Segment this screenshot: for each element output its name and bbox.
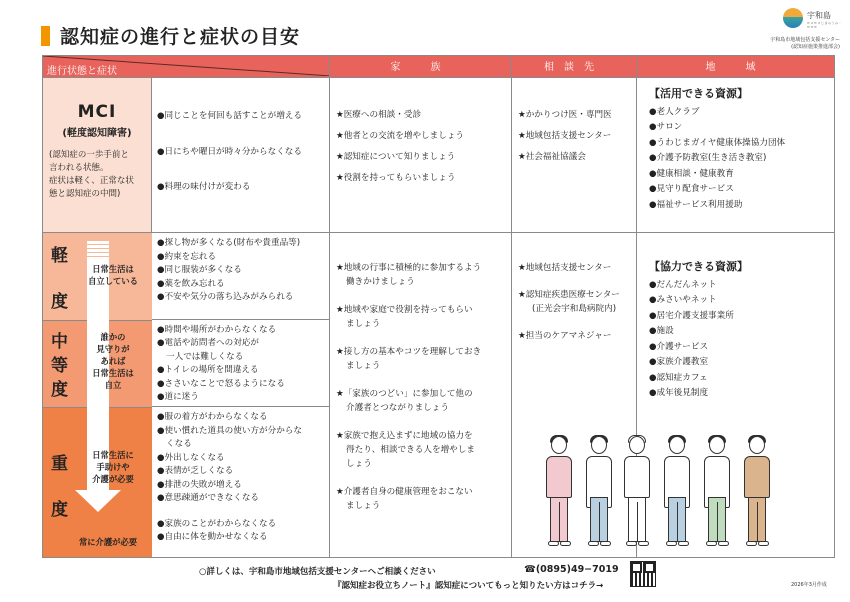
symptom-item: ●表情が乏しくなる: [157, 466, 234, 477]
family-action: ★「家族のつどい」に参加して他の 介護者とつながりましょう: [336, 389, 473, 413]
family-action: ★介護者自身の健康管理をおこない ましょう: [336, 487, 473, 511]
region-mci: [637, 78, 835, 233]
nurse-figure-icon: [542, 436, 576, 548]
moderate-label-2: 等: [51, 356, 68, 376]
family-later: [330, 233, 512, 558]
arrow-stripes: [87, 241, 109, 257]
region-item: ●居宅介護支援事業所: [649, 310, 734, 321]
mild-note: 日常生活は 自立している: [88, 264, 138, 286]
mci-symptoms: [152, 78, 330, 233]
column-header-stage: 進行状態と症状: [43, 56, 330, 78]
page-title: 認知症の進行と症状の目安: [60, 26, 301, 48]
family-mci: [330, 78, 512, 233]
symptom-item: ●自由に体を動かせなくなる: [157, 532, 268, 543]
mild-label-top: 軽: [51, 246, 68, 266]
consult-item: ★社会福祉協議会: [518, 152, 586, 162]
logo-text: 宇和島: [807, 11, 831, 20]
created-date: 2026年3月作成: [791, 582, 827, 588]
symptom-item: ●日にちや曜日が時々分からなくなる: [157, 146, 302, 157]
doctor-figure-icon: [582, 436, 616, 548]
region-item: ●みさいやネット: [649, 295, 717, 305]
region-item: ●老人クラブ: [649, 106, 700, 117]
region-item: ●成年後見制度: [649, 388, 709, 398]
family-action: ★家族で抱え込まずに地域の協力を 得たり、相談できる人を増やしま しょう: [336, 431, 475, 469]
consult-item: ★かかりつけ医・専門医: [518, 110, 612, 120]
symptom-item: ●ささいなことで怒るようになる: [157, 378, 285, 389]
org-committee: (認知症施策推進部会): [791, 44, 840, 50]
symptom-item: ●同じことを何回も話すことが増える: [157, 111, 302, 121]
symptom-item-continued: くなる: [166, 439, 192, 450]
symptom-item: ●料理の味付けが変わる: [157, 182, 251, 192]
symptom-item: ●探し物が多くなる(財布や貴重品等): [157, 238, 301, 248]
symptom-item: ●電話や訪問者への対応が: [157, 338, 260, 349]
symptom-item: ●約束を忘れる: [157, 251, 217, 262]
column-header-region: 地 域: [637, 56, 835, 78]
severe-label-bottom: 度: [51, 500, 68, 520]
symptom-item: ●時間や場所がわからなくなる: [157, 324, 277, 335]
region-item: ●見守り配食サービス: [649, 184, 734, 194]
consult-mci: [512, 78, 637, 233]
caregiver-figure-icon: [740, 436, 774, 548]
severe-label-top: 重: [51, 454, 68, 474]
moderate-note: 誰かの 見守りが あれば 日常生活は 自立: [92, 332, 134, 390]
symptom-item: ●家族のことがわからなくなる: [157, 518, 277, 529]
symptom-item: ●服の着方がわからなくなる: [157, 412, 268, 423]
organization: [770, 37, 840, 51]
mci-title: MCI: [77, 102, 117, 122]
family-action: ★医療への相談・受診: [336, 110, 422, 120]
mci-subtitle: (軽度認知障害): [62, 128, 132, 139]
consult-item: ★認知症疾患医療センター (正光会宇和島病院内): [518, 290, 620, 314]
severe-note: 日常生活に 手助けや 介護が必要: [92, 450, 134, 484]
moderate-label-1: 中: [51, 332, 68, 352]
column-header-family: 家 族: [330, 56, 512, 78]
stage-mci: [43, 78, 152, 233]
severe-bottom-note: 常に介護が必要: [78, 537, 138, 547]
column-header-consult: 相談先: [512, 56, 637, 78]
severe-symptoms: [152, 407, 330, 558]
qr-code-icon[interactable]: [630, 561, 656, 587]
symptom-item: ●不安や気分の落ち込みがみられる: [157, 292, 294, 302]
symptom-item: ●同じ服装が多くなる: [157, 265, 242, 275]
contact-info: ○詳しくは、宇和島市地域包括支援センターへご相談ください: [199, 567, 436, 577]
symptom-item: ●道に迷う: [157, 392, 199, 403]
symptom-item: ●排泄の失敗が増える: [157, 479, 242, 490]
nurse-cap-figure-icon: [620, 436, 654, 548]
symptom-item: ●薬を飲み忘れる: [157, 278, 225, 289]
family-action: ★役割を持ってもらいましょう: [336, 173, 456, 183]
org-name: 宇和島市地域包括支援センター: [770, 37, 840, 43]
moderate-label-3: 度: [51, 380, 68, 400]
scrubs-doctor-figure-icon: [700, 436, 734, 548]
consult-item: ★地域包括支援センター: [518, 131, 612, 141]
mild-label-bottom: 度: [51, 292, 68, 312]
consult-item: ★地域包括支援センター: [518, 263, 612, 273]
family-action: ★認知症について知りましょう: [336, 152, 456, 162]
symptom-item: ●意思疎通ができなくなる: [157, 493, 260, 504]
symptom-item-continued: 一人では難しくなる: [166, 351, 244, 362]
moderate-symptoms: [152, 319, 330, 407]
mild-symptoms: [152, 233, 330, 320]
logo-emblem-icon: [783, 8, 803, 28]
region-item: ●サロン: [649, 122, 683, 132]
phone-number[interactable]: ☎(0895)49−7019: [524, 564, 619, 575]
symptom-item: ●トイレの場所を間違える: [157, 365, 259, 376]
title-accent-bar: [41, 26, 50, 46]
medical-staff-illustration: [540, 430, 780, 548]
city-logo: [783, 8, 843, 30]
mci-description: (認知症の一歩手前と 言われる状態。 症状は軽く、正常な状 態と認知症の中間): [49, 150, 134, 199]
region-item: ●認知症カフェ: [649, 372, 708, 383]
region-item: ●福祉サービス利用援助: [649, 199, 743, 210]
family-action: ★接し方の基本やコツを理解しておき ましょう: [336, 347, 482, 371]
region-resources-title: 【活用できる資源】: [649, 87, 748, 100]
region-item: ●うわじまガイヤ健康体操協力団体: [649, 137, 786, 148]
family-action: ★他者との交流を増やしましょう: [336, 131, 465, 141]
region-item: ●介護サービス: [649, 341, 709, 352]
symptom-item: ●外出しなくなる: [157, 452, 225, 463]
region-cooperation-title: 【協力できる資源】: [649, 260, 748, 273]
region-item: ●家族介護教室: [649, 357, 709, 367]
logo-subtext: ｗａｗａじまのうみ・ｗｗｗ: [807, 21, 843, 29]
arrow-head-icon: [75, 490, 121, 512]
consult-item: ★担当のケアマネジャー: [518, 331, 612, 341]
severity-column: [43, 233, 152, 558]
female-doctor-figure-icon: [660, 436, 694, 548]
notebook-link-text: 『認知症お役立ちノート』認知症についてもっと知りたい方はコチラ→: [333, 581, 604, 591]
family-action: ★地域の行事に積極的に参加するよう 働きかけましょう: [336, 263, 482, 287]
region-item: ●施設: [649, 326, 674, 336]
family-action: ★地域や家庭で役割を持ってもらい ましょう: [336, 305, 473, 329]
region-item: ●だんだんネット: [649, 279, 717, 290]
symptom-item: ●使い慣れた道具の使い方が分からな: [157, 425, 302, 436]
region-item: ●介護予防教室(生き活き教室): [649, 153, 767, 163]
region-item: ●健康相談・健康教育: [649, 168, 734, 179]
